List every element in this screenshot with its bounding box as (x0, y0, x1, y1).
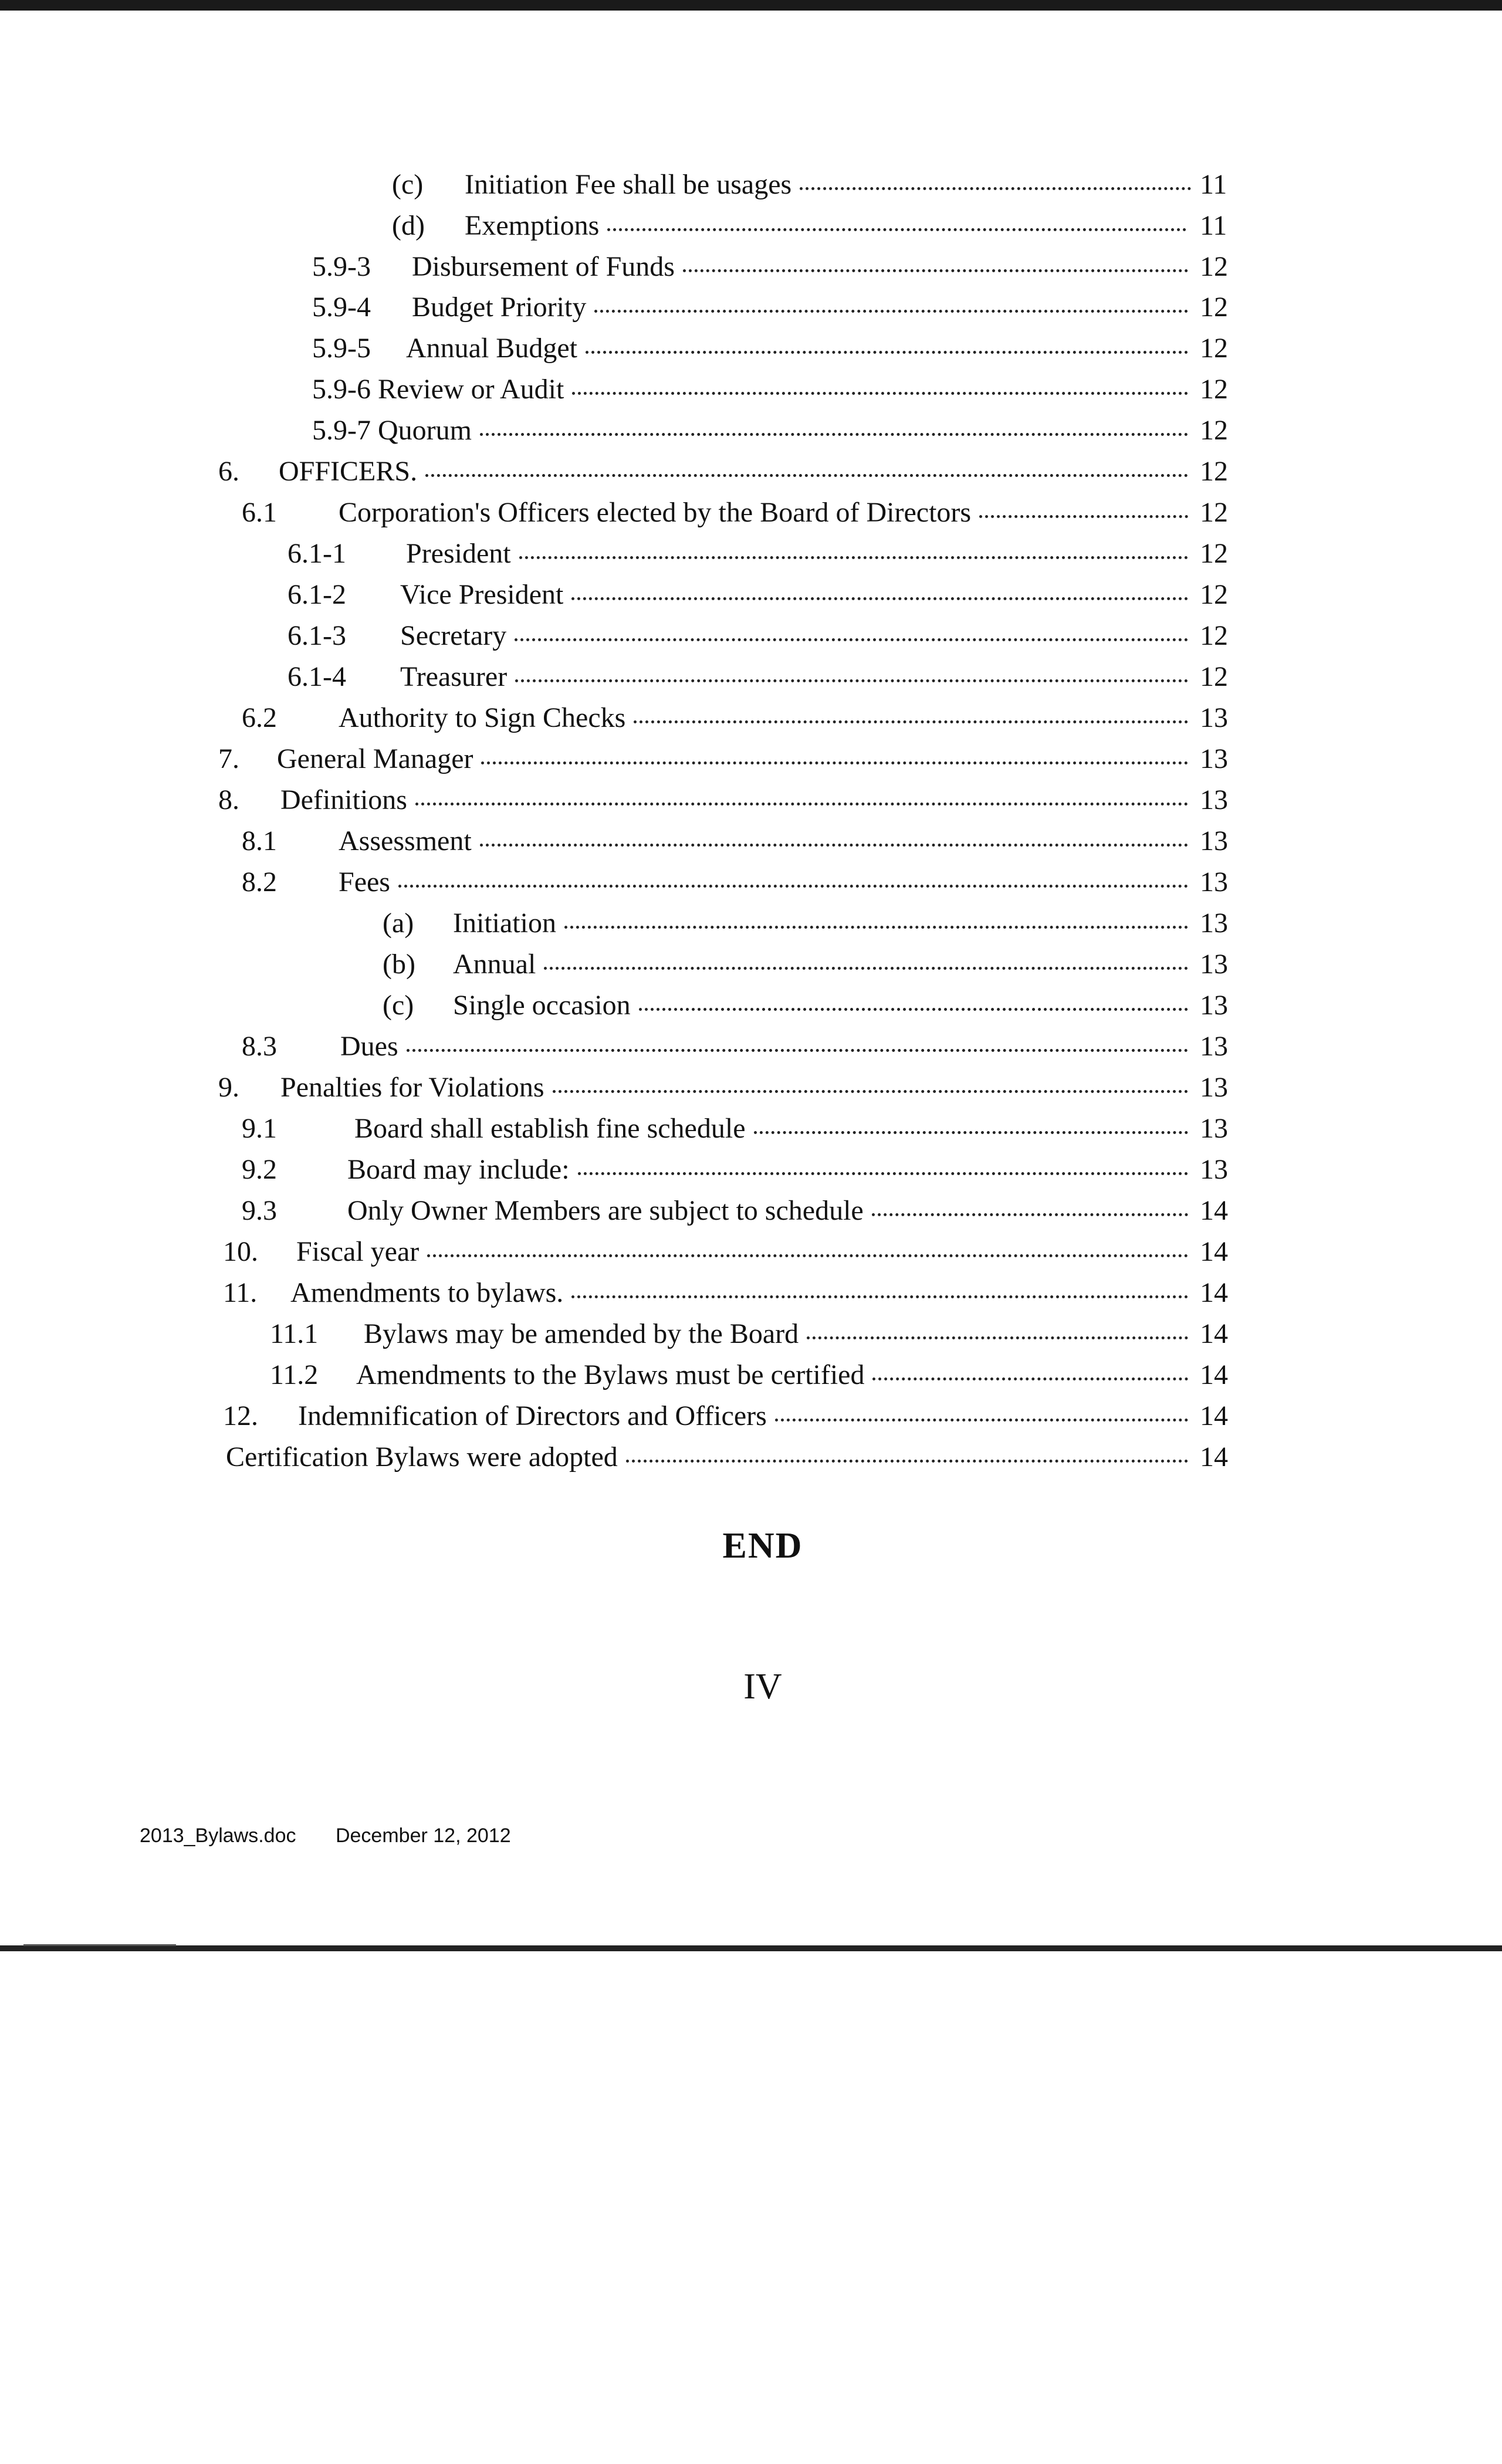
toc-entry (0, 495, 1502, 536)
toc-dot-leader (564, 926, 1188, 929)
toc-entry (0, 208, 1502, 249)
toc-entry-page: 11 (1200, 169, 1227, 200)
toc-entry-page: 14 (1200, 1236, 1228, 1267)
toc-dot-leader (553, 1090, 1188, 1093)
toc-dot-leader (571, 597, 1188, 600)
toc-entry-page: 13 (1200, 1154, 1228, 1185)
toc-entry (0, 577, 1502, 618)
toc-entry-page: 12 (1200, 661, 1228, 692)
toc-entry-number: 6.1 (242, 497, 277, 528)
toc-entry (0, 742, 1502, 783)
toc-entry-number: 6. (218, 456, 239, 487)
toc-entry-page: 12 (1200, 251, 1228, 282)
toc-dot-leader (683, 269, 1188, 272)
toc-entry-title: President (406, 538, 511, 569)
toc-entry-title: 5.9-6 Review or Audit (312, 374, 564, 405)
toc-entry-page: 14 (1200, 1359, 1228, 1390)
toc-dot-leader (427, 1254, 1188, 1257)
toc-entry-title: 5.9-7 Quorum (312, 415, 472, 446)
toc-entry-page: 13 (1200, 1113, 1228, 1144)
toc-dot-leader (407, 1049, 1188, 1052)
toc-entry-number: (b) (383, 949, 415, 980)
toc-entry-title: Single occasion (453, 990, 631, 1021)
toc-dot-leader (515, 679, 1188, 682)
toc-entry-page: 13 (1200, 990, 1228, 1021)
toc-entry-number: (d) (392, 210, 425, 241)
toc-entry-title: Authority to Sign Checks (339, 702, 626, 733)
toc-entry-title: Assessment (339, 825, 472, 857)
toc-dot-leader (578, 1172, 1188, 1175)
toc-entry-page: 12 (1200, 415, 1228, 446)
toc-entry-number: 11.1 (270, 1318, 319, 1349)
toc-entry-number: 5.9-4 (312, 292, 371, 323)
toc-entry (0, 1193, 1502, 1234)
toc-entry-title: Bylaws may be amended by the Board (364, 1318, 799, 1349)
toc-entry-page: 14 (1200, 1195, 1228, 1226)
toc-entry-number: 12. (223, 1400, 258, 1431)
toc-entry-page: 13 (1200, 702, 1228, 733)
toc-entry-number: 8.3 (242, 1031, 277, 1062)
toc-entry (0, 1029, 1502, 1070)
toc-entry-number: 9. (218, 1072, 239, 1103)
toc-entry-number: 8.2 (242, 867, 277, 898)
toc-dot-leader (571, 1295, 1188, 1298)
toc-entry-number: 6.2 (242, 702, 277, 733)
toc-dot-leader (586, 351, 1188, 354)
toc-entry-page: 14 (1200, 1318, 1228, 1349)
toc-entry-number: 9.2 (242, 1154, 277, 1185)
toc-entry (0, 947, 1502, 988)
toc-dot-leader (979, 515, 1188, 518)
toc-dot-leader (807, 1336, 1188, 1339)
toc-dot-leader (594, 310, 1188, 313)
toc-entry-title: Treasurer (400, 661, 508, 692)
toc-entry-number: (c) (383, 990, 414, 1021)
toc-entry-number: 9.3 (242, 1195, 277, 1226)
toc-entry-number: 8.1 (242, 825, 277, 857)
toc-entry (0, 618, 1502, 659)
toc-entry (0, 290, 1502, 331)
toc-entry-title: Only Owner Members are subject to schedule (347, 1195, 864, 1226)
toc-entry-title: OFFICERS. (279, 456, 418, 487)
toc-entry-title: Board may include: (347, 1154, 570, 1185)
toc-dot-leader (480, 433, 1188, 436)
toc-entry (0, 824, 1502, 865)
toc-entry (0, 536, 1502, 577)
toc-entry-title: General Manager (277, 743, 473, 774)
toc-entry-number: 7. (218, 743, 239, 774)
toc-entry-page: 14 (1200, 1277, 1228, 1308)
toc-entry-number: 5.9-3 (312, 251, 371, 282)
toc-entry-page: 13 (1200, 743, 1228, 774)
toc-entry (0, 1440, 1502, 1481)
toc-dot-leader (872, 1213, 1188, 1216)
toc-entry (0, 1070, 1502, 1111)
toc-entry (0, 1275, 1502, 1316)
bottom-scan-border (0, 1945, 1502, 1951)
toc-entry-title: Amendments to bylaws. (290, 1277, 564, 1308)
toc-entry-page: 13 (1200, 867, 1228, 898)
toc-entry-title: Definitions (280, 784, 407, 815)
toc-entry (0, 1399, 1502, 1440)
toc-entry-title: Dues (340, 1031, 398, 1062)
toc-dot-leader (481, 761, 1188, 764)
toc-entry-number: 6.1-2 (287, 579, 346, 610)
toc-entry (0, 1358, 1502, 1399)
toc-entry-page: 13 (1200, 908, 1228, 939)
toc-dot-leader (872, 1377, 1188, 1380)
document-footer (140, 1825, 511, 1847)
toc-entry (0, 865, 1502, 906)
toc-entry-number: 11. (223, 1277, 258, 1308)
toc-entry-page: 12 (1200, 497, 1228, 528)
toc-entry-page: 12 (1200, 538, 1228, 569)
toc-entry-title: Exemptions (465, 210, 600, 241)
bottom-scan-border-fragment (23, 1944, 176, 1946)
toc-entry (0, 413, 1502, 454)
toc-dot-leader (607, 228, 1186, 231)
toc-entry (0, 1152, 1502, 1193)
toc-entry-title: Penalties for Violations (280, 1072, 544, 1103)
toc-entry (0, 249, 1502, 290)
toc-dot-leader (515, 638, 1188, 641)
toc-entry-page: 13 (1200, 784, 1228, 815)
toc-entry (0, 700, 1502, 742)
toc-entry-number: 10. (223, 1236, 258, 1267)
footer-date: December 12, 2012 (335, 1825, 511, 1847)
toc-dot-leader (754, 1131, 1188, 1134)
toc-entry (0, 906, 1502, 947)
toc-dot-leader (634, 720, 1188, 723)
toc-entry-number: 11.2 (270, 1359, 319, 1390)
toc-entry-title: Disbursement of Funds (412, 251, 675, 282)
toc-entry (0, 1316, 1502, 1358)
toc-entry-number: (c) (392, 169, 424, 200)
toc-entry-title: Annual (453, 949, 536, 980)
toc-entry (0, 988, 1502, 1029)
toc-entry-page: 13 (1200, 949, 1228, 980)
toc-entry-page: 12 (1200, 620, 1228, 651)
toc-entry-number: 8. (218, 784, 239, 815)
toc-entry (0, 454, 1502, 495)
toc-entry-title: Budget Priority (412, 292, 587, 323)
toc-dot-leader (425, 474, 1188, 477)
toc-entry-page: 12 (1200, 456, 1228, 487)
toc-entry-title: Secretary (400, 620, 507, 651)
toc-entry-number: 9.1 (242, 1113, 277, 1144)
toc-dot-leader (639, 1008, 1188, 1011)
toc-entry-title: Initiation (453, 908, 556, 939)
toc-entry-title: Fiscal year (296, 1236, 420, 1267)
toc-entry (0, 167, 1502, 208)
toc-dot-leader (480, 844, 1188, 847)
toc-entry-page: 12 (1200, 579, 1228, 610)
toc-dot-leader (626, 1460, 1188, 1463)
toc-entry (0, 331, 1502, 372)
toc-entry-title: Annual Budget (406, 333, 577, 364)
toc-dot-leader (398, 885, 1188, 888)
toc-entry-title: Certification Bylaws were adopted (226, 1441, 618, 1473)
toc-entry (0, 1234, 1502, 1275)
toc-dot-leader (572, 392, 1188, 395)
end-marker: END (722, 1526, 803, 1566)
page-number: IV (743, 1667, 782, 1707)
toc-entry-page: 11 (1200, 210, 1227, 241)
toc-entry-title: Amendments to the Bylaws must be certified (356, 1359, 865, 1390)
toc-entry-title: Board shall establish fine schedule (354, 1113, 746, 1144)
toc-entry (0, 783, 1502, 824)
toc-dot-leader (800, 187, 1191, 190)
toc-entry-page: 13 (1200, 825, 1228, 857)
toc-entry-page: 12 (1200, 333, 1228, 364)
top-scan-border (0, 0, 1502, 11)
footer-filename: 2013_Bylaws.doc (140, 1825, 296, 1847)
toc-dot-leader (775, 1419, 1188, 1421)
toc-entry-title: Corporation's Officers elected by the Board of Directors (339, 497, 972, 528)
toc-entry (0, 659, 1502, 700)
toc-dot-leader (519, 556, 1188, 559)
toc-entry-title: Fees (339, 867, 390, 898)
toc-entry-title: Vice President (400, 579, 564, 610)
toc-entry-page: 13 (1200, 1031, 1228, 1062)
toc-dot-leader (544, 967, 1188, 970)
toc-entry-page: 14 (1200, 1400, 1228, 1431)
toc-entry-number: 6.1-3 (287, 620, 346, 651)
toc-entry-page: 14 (1200, 1441, 1228, 1473)
toc-entry-title: Initiation Fee shall be usages (465, 169, 792, 200)
toc-entry-page: 13 (1200, 1072, 1228, 1103)
toc-entry-number: (a) (383, 908, 414, 939)
toc-entry-title: Indemnification of Directors and Officers (298, 1400, 767, 1431)
toc-entry-number: 6.1-1 (287, 538, 346, 569)
toc-entry-page: 12 (1200, 374, 1228, 405)
toc-entry (0, 1111, 1502, 1152)
toc-entry-number: 6.1-4 (287, 661, 346, 692)
toc-entry-number: 5.9-5 (312, 333, 371, 364)
toc-dot-leader (415, 803, 1188, 805)
toc-entry (0, 372, 1502, 413)
toc-entry-page: 12 (1200, 292, 1228, 323)
